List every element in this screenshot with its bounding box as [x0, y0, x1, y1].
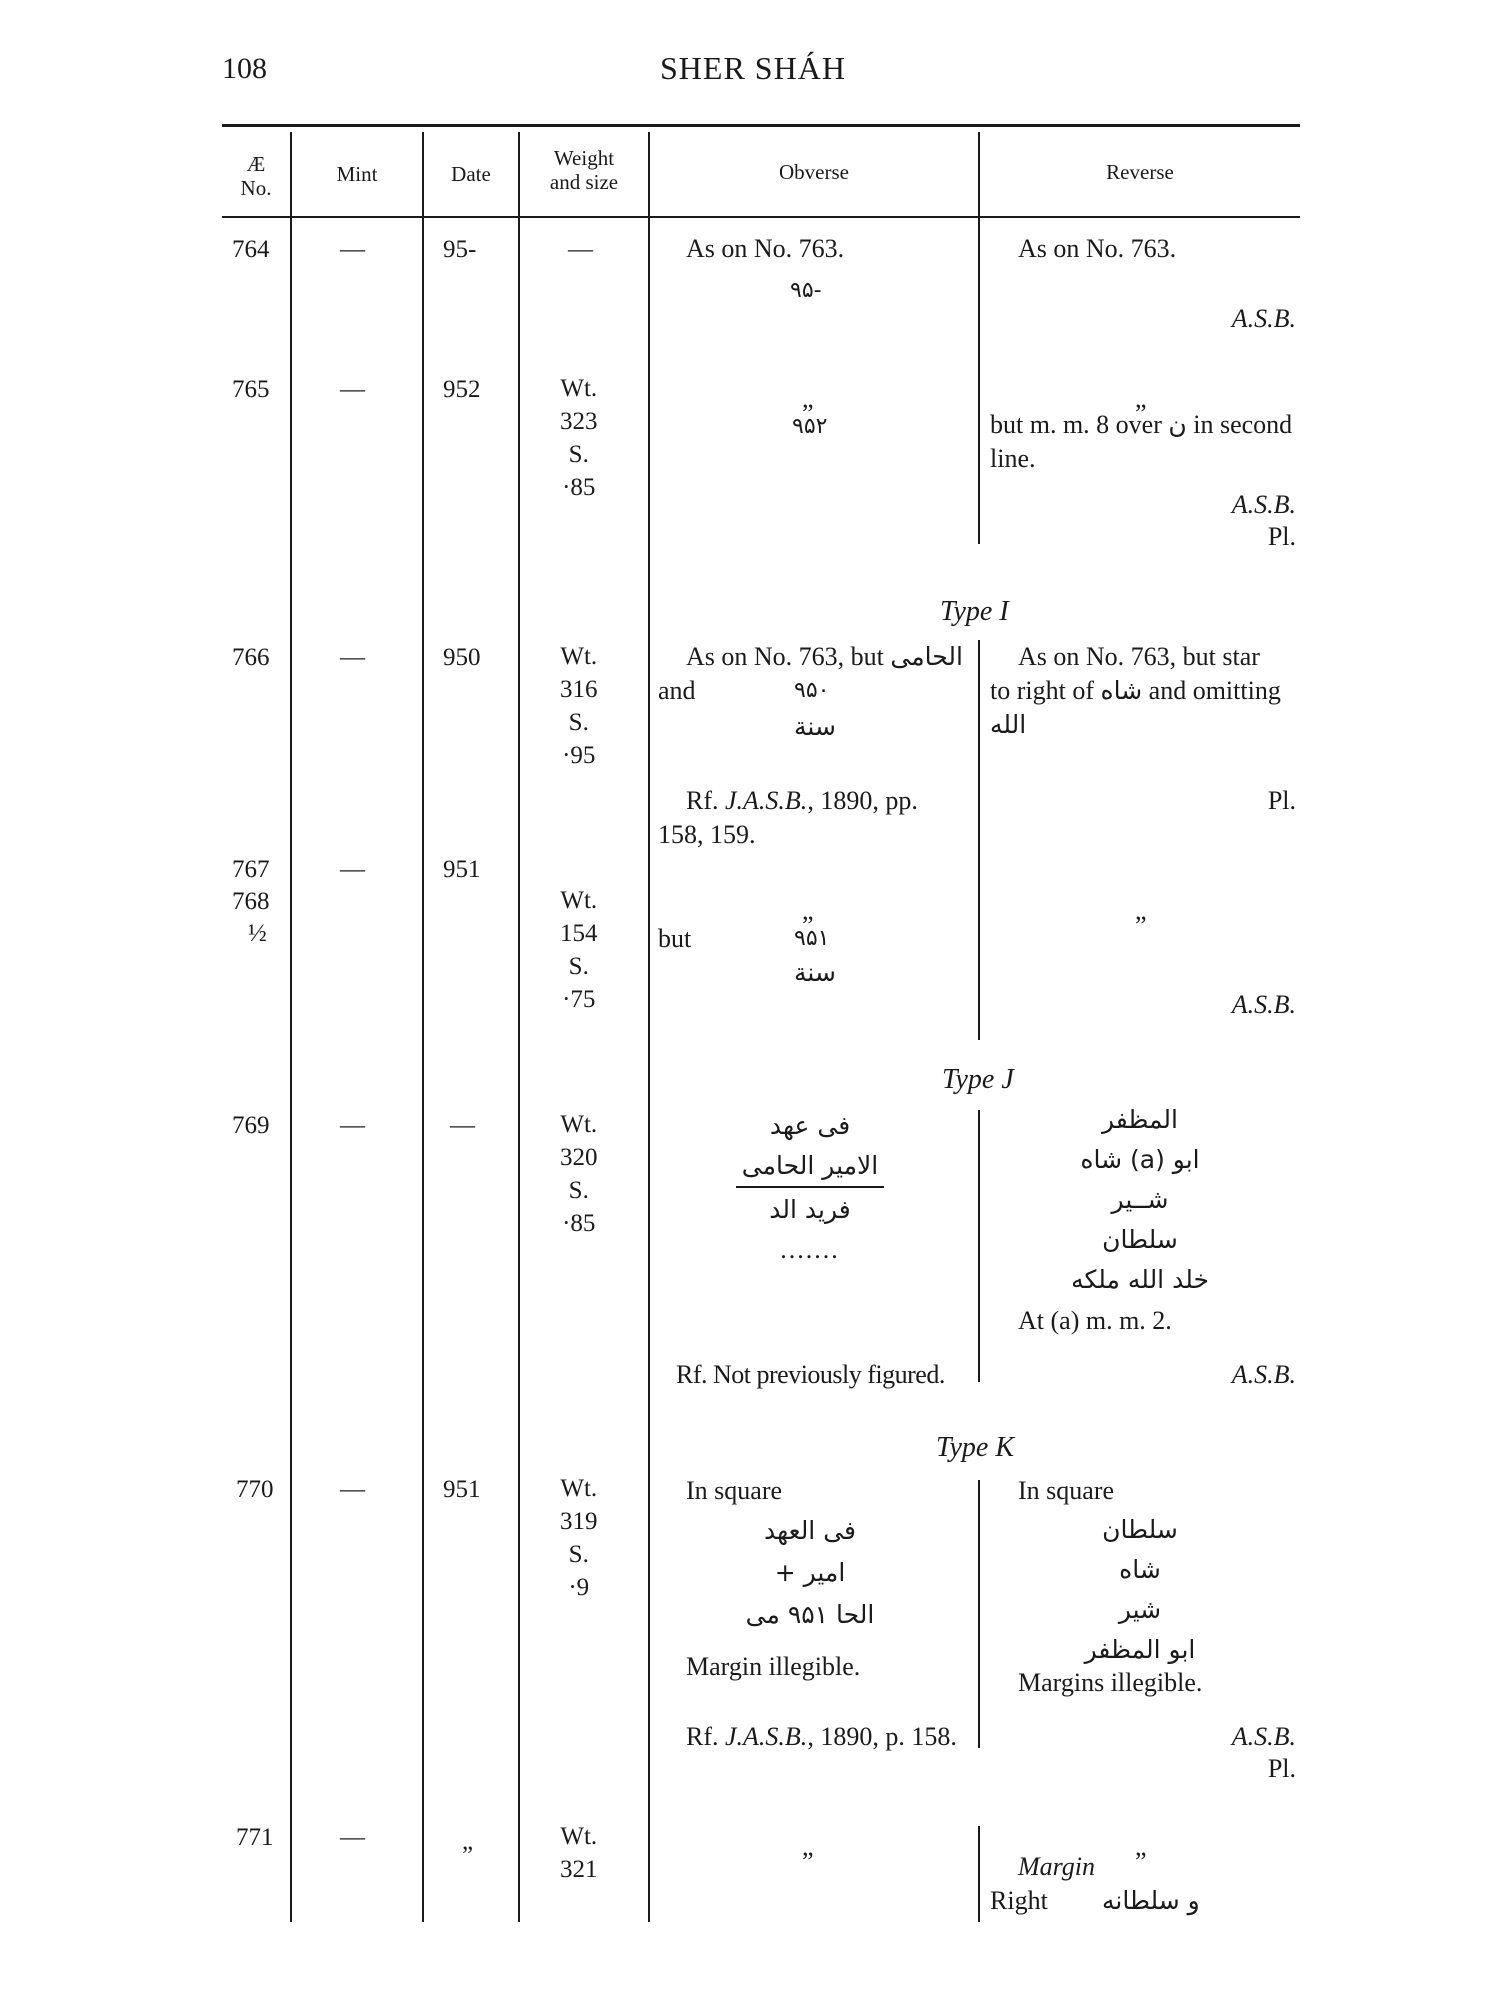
- obverse-text: As on No. 763, but الحامی: [686, 642, 963, 671]
- mint-cell: —: [340, 1824, 365, 1851]
- reverse-text: line.: [990, 444, 1036, 473]
- reference-text: Rf. J.A.S.B., 1890, pp.: [686, 786, 918, 815]
- obv-rev-divider: [978, 1826, 980, 1922]
- reverse-text: Margin: [1018, 1852, 1096, 1881]
- obverse-legend: فی عهد الامیر الحامی فرید الد .......: [700, 1106, 920, 1270]
- type-heading: Type I: [940, 596, 1009, 627]
- reference-text: Rf. Not previously figured.: [676, 1360, 945, 1389]
- reverse-text: to right of شاه and omitting: [990, 676, 1281, 705]
- coin-number: 771: [236, 1824, 274, 1851]
- ditto-mark: „: [1135, 384, 1147, 413]
- col-header-mint: Mint: [336, 162, 378, 186]
- weight-cell: Wt. 320 S. ·85: [560, 1111, 598, 1237]
- coin-number: 768: [232, 888, 270, 915]
- weight-cell: Wt. 316 S. ·95: [560, 643, 598, 769]
- mint-cell: —: [340, 1476, 365, 1503]
- coin-number: 765: [232, 376, 270, 403]
- date-cell: „: [462, 1828, 474, 1855]
- obverse-arabic-date: ۹۵۲: [792, 414, 828, 439]
- obverse-arabic: سنة: [794, 958, 836, 987]
- obv-rev-divider: [978, 132, 980, 544]
- obv-rev-divider: [978, 1110, 980, 1382]
- coin-number: 764: [232, 236, 270, 263]
- running-head: SHER SHÁH: [660, 50, 846, 86]
- obverse-arabic-date: ۹۵۰: [794, 678, 830, 703]
- weight-cell: Wt. 321: [560, 1823, 598, 1883]
- plate-ref: Pl.: [1267, 522, 1296, 551]
- reverse-note: At (a) m. m. 2.: [1018, 1306, 1172, 1335]
- obverse-text: In square: [686, 1476, 783, 1505]
- date-cell: 951: [443, 856, 481, 883]
- col-header-reverse: Reverse: [1106, 160, 1174, 184]
- collection-ref: A.S.B.: [1231, 1722, 1296, 1751]
- reference-text: 158, 159.: [658, 820, 756, 849]
- ditto-mark: „: [1135, 1832, 1147, 1861]
- date-cell: —: [450, 1112, 475, 1139]
- weight-cell: Wt. 154 S. ·75: [560, 887, 598, 1013]
- ditto-mark: „: [802, 896, 814, 925]
- reference-text: Rf. J.A.S.B., 1890, p. 158.: [686, 1722, 957, 1751]
- reverse-text: but m. m. 8 over ن in second: [990, 410, 1293, 439]
- col-header-weight: Weight and size: [549, 146, 619, 194]
- reverse-legend: سلطان شاه شیر ابو المظفر: [1084, 1515, 1196, 1664]
- mint-cell: —: [340, 236, 365, 263]
- collection-ref: A.S.B.: [1231, 990, 1296, 1019]
- collection-ref: A.S.B.: [1231, 1360, 1296, 1389]
- obverse-text: and: [658, 676, 696, 705]
- collection-ref: A.S.B.: [1231, 304, 1296, 333]
- date-cell: 95-: [443, 236, 477, 263]
- coin-number: 769: [232, 1112, 270, 1139]
- mint-cell: —: [340, 644, 365, 671]
- weight-cell: Wt. 319 S. ·9: [560, 1475, 598, 1601]
- obverse-arabic: سنة: [794, 712, 836, 741]
- obv-rev-divider: [978, 640, 980, 1040]
- coin-number-fraction: ½: [248, 920, 267, 947]
- top-rule: [222, 124, 1300, 127]
- date-cell: 952: [443, 376, 481, 403]
- header-rule: [222, 216, 1300, 218]
- obverse-arabic-date: ۹۵-: [790, 278, 822, 303]
- date-cell: 951: [443, 1476, 481, 1503]
- reverse-legend: المظفر ابو (a) شاه شــیر سلطان خلد الله ملکه: [1071, 1105, 1209, 1294]
- reverse-arabic: الله: [990, 710, 1027, 739]
- reverse-text: As on No. 763.: [1018, 234, 1177, 263]
- obverse-legend: فی العهد امیر + الحا ۹۵۱ می: [745, 1516, 875, 1629]
- mint-cell: —: [340, 376, 365, 403]
- col-divider-2: [422, 132, 424, 1922]
- plate-ref: Pl.: [1267, 1754, 1296, 1783]
- date-cell: 950: [443, 644, 481, 671]
- ditto-mark: „: [1135, 896, 1147, 925]
- plate-ref: Pl.: [1267, 786, 1296, 815]
- col-header-date: Date: [451, 162, 491, 186]
- type-heading: Type K: [936, 1432, 1015, 1463]
- weight-cell: Wt. 323 S. ·85: [560, 375, 598, 501]
- reverse-text: In square: [1018, 1476, 1115, 1505]
- reverse-text: Right: [990, 1886, 1048, 1915]
- coin-number: 767: [232, 856, 270, 883]
- ditto-mark: „: [802, 384, 814, 413]
- obverse-text: but: [658, 924, 692, 953]
- coin-number: 766: [232, 644, 270, 671]
- collection-ref: A.S.B.: [1231, 490, 1296, 519]
- col-divider-1: [290, 132, 292, 1922]
- obverse-arabic-date: ۹۵۱: [794, 926, 830, 951]
- type-heading: Type J: [942, 1064, 1014, 1095]
- reverse-arabic: و سلطانه: [1102, 1886, 1200, 1915]
- ditto-mark: „: [802, 1832, 814, 1861]
- page-number: 108: [222, 52, 267, 85]
- obv-rev-divider: [978, 1480, 980, 1748]
- obverse-text: As on No. 763.: [686, 234, 845, 263]
- obverse-text: Margin illegible.: [686, 1652, 861, 1681]
- col-header-no: Æ No.: [240, 152, 272, 200]
- coin-number: 770: [236, 1476, 274, 1503]
- mint-cell: —: [340, 1112, 365, 1139]
- col-divider-3: [518, 132, 520, 1922]
- mint-cell: —: [340, 856, 365, 883]
- weight-cell: —: [568, 236, 593, 263]
- col-header-obverse: Obverse: [779, 160, 849, 184]
- reverse-text: As on No. 763, but star: [1018, 642, 1260, 671]
- col-divider-4: [648, 132, 650, 1922]
- reverse-text: Margins illegible.: [1018, 1668, 1203, 1697]
